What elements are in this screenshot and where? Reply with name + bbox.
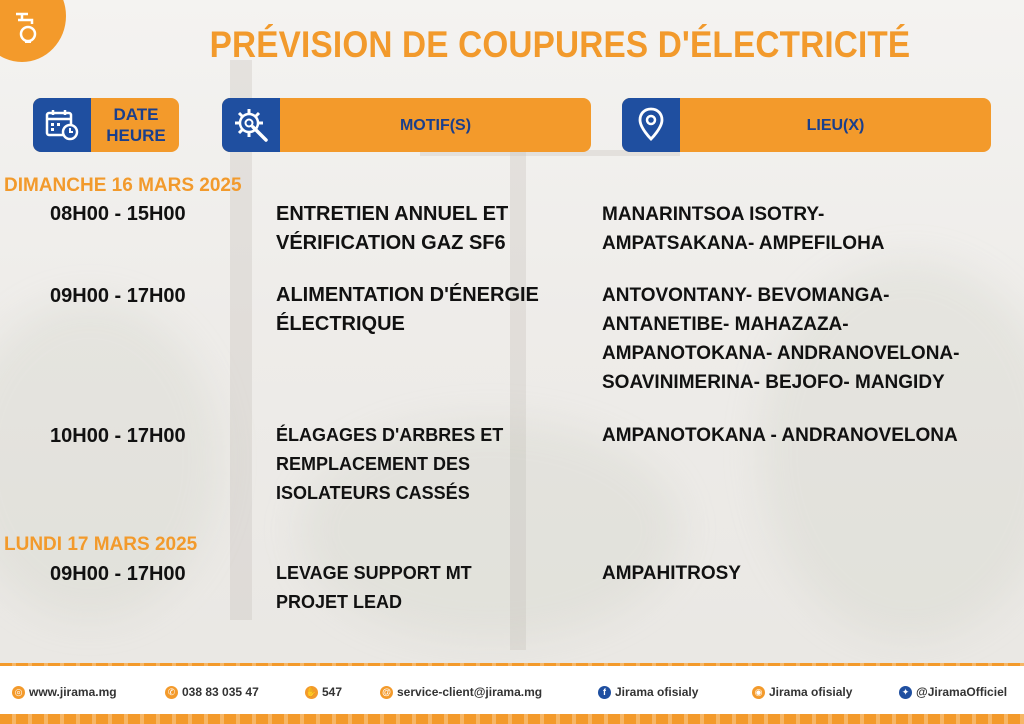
header-date-label: DATE	[113, 105, 159, 124]
calendar-clock-icon	[33, 98, 91, 152]
footer-website[interactable]: ◎ www.jirama.mg	[12, 685, 117, 699]
faucet-bulb-icon	[12, 10, 40, 44]
row-lieu: AMPANOTOKANA - ANDRANOVELONA	[602, 425, 958, 446]
header-motif-label: MOTIF(S)	[399, 116, 472, 134]
header-motifs	[222, 98, 591, 152]
footer-facebook[interactable]: f Jirama ofisialy	[598, 685, 698, 699]
hand-icon: ✋	[305, 686, 318, 697]
globe-icon: ◎	[12, 686, 25, 699]
footer-stripe-bottom	[0, 714, 1024, 724]
twitter-icon: ✦	[899, 686, 912, 699]
email-icon: @	[380, 686, 393, 699]
header-lieu-label: LIEU(X)	[806, 116, 865, 134]
header-date-heure	[33, 98, 179, 152]
row-time: 09H00 - 17H00	[50, 285, 186, 307]
row-lieu: ANTOVONTANY- BEVOMANGA- ANTANETIBE- MAHAZAZA- AMPANOTOKANA- ANDRANOVELONA- SOAVINIMERINA- BEJOFO- MANGIDY	[602, 285, 960, 393]
footer-phone[interactable]: ✆ 038 83 035 47	[165, 685, 259, 699]
header-lieux	[622, 98, 991, 152]
row-motif: ÉLAGAGES D'ARBRES ET REMPLACEMENT DES ISOLATEURS CASSÉS	[276, 425, 504, 503]
footer-email[interactable]: @ service-client@jirama.mg	[380, 685, 542, 699]
footer	[0, 666, 1024, 714]
row-lieu: AMPAHITROSY	[602, 563, 741, 584]
row-time: 09H00 - 17H00	[50, 563, 186, 585]
day-label: DIMANCHE 16 MARS 2025	[4, 175, 242, 196]
row-lieu: MANARINTSOA ISOTRY- AMPATSAKANA- AMPEFILOHA	[602, 204, 885, 254]
row-motif: ENTRETIEN ANNUEL ET VÉRIFICATION GAZ SF6	[276, 203, 509, 254]
gear-wrench-icon	[222, 98, 280, 152]
phone-icon: ✆	[165, 686, 178, 699]
location-pin-icon	[622, 98, 680, 152]
instagram-icon: ◉	[752, 686, 765, 699]
row-motif: LEVAGE SUPPORT MT PROJET LEAD	[276, 563, 472, 612]
header-heure-label: HEURE	[106, 126, 166, 145]
footer-instagram[interactable]: ◉ Jirama ofisialy	[752, 685, 852, 699]
page-title: PRÉVISION DE COUPURES D'ÉLECTRICITÉ	[209, 24, 911, 65]
row-motif: ALIMENTATION D'ÉNERGIE ÉLECTRIQUE	[276, 284, 539, 335]
footer-short-number[interactable]: ✋ 547	[305, 685, 343, 699]
facebook-icon: f	[598, 686, 611, 699]
day-label: LUNDI 17 MARS 2025	[4, 534, 198, 555]
row-time: 08H00 - 15H00	[50, 203, 186, 225]
row-time: 10H00 - 17H00	[50, 425, 186, 447]
footer-twitter[interactable]: ✦ @JiramaOfficiel	[899, 685, 1007, 699]
